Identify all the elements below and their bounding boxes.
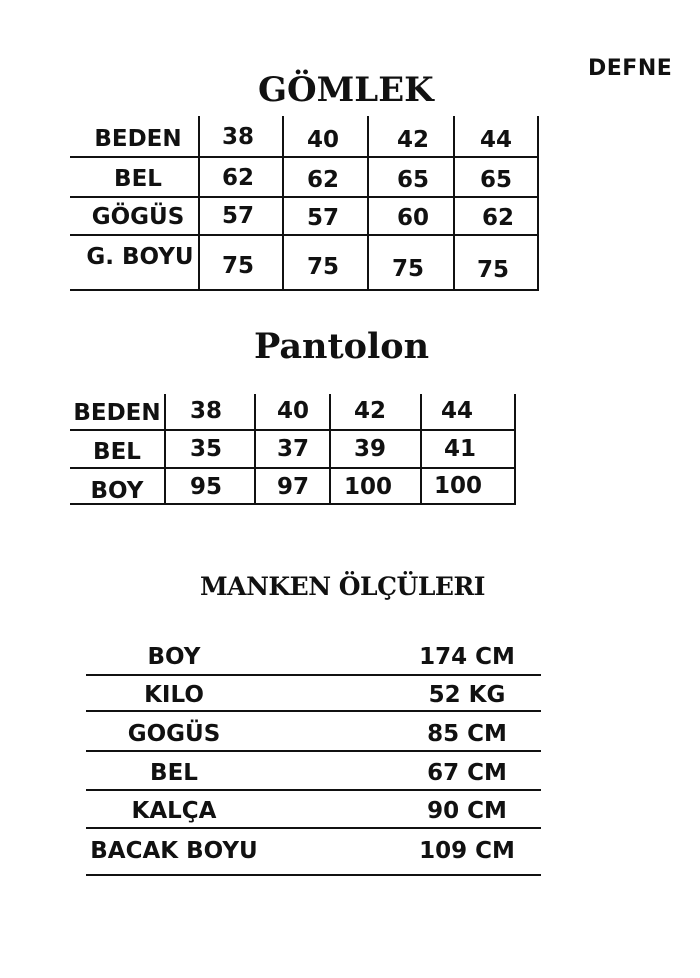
table-cell: 38 (222, 124, 255, 150)
measurement-label: KALÇA (131, 798, 217, 824)
table-divider (367, 116, 369, 291)
row-label: G. BOYU (86, 244, 194, 270)
list-rule (86, 750, 541, 752)
table-rule (70, 467, 516, 469)
table-rule (70, 289, 538, 291)
table-divider (537, 116, 539, 291)
row-label: BEL (93, 439, 141, 465)
table-divider (282, 116, 284, 291)
table-cell: 75 (477, 257, 510, 283)
table-divider (198, 116, 200, 291)
table-cell: 57 (222, 203, 255, 229)
table-cell: 57 (307, 205, 340, 231)
table-cell: 40 (277, 398, 310, 424)
table-cell: 42 (354, 398, 387, 424)
table-cell: 60 (397, 205, 430, 231)
table-cell: 40 (307, 127, 340, 153)
measurement-label: BEL (150, 760, 198, 786)
table-cell: 97 (277, 474, 310, 500)
table-cell: 37 (277, 436, 310, 462)
measurement-label: BACAK BOYU (90, 838, 258, 864)
pants-table-title: Pantolon (254, 326, 430, 367)
table-cell: 65 (397, 167, 430, 193)
list-rule (86, 827, 541, 829)
table-cell: 44 (441, 398, 474, 424)
table-cell: 35 (190, 436, 223, 462)
table-cell: 75 (392, 256, 425, 282)
table-cell: 62 (307, 167, 340, 193)
table-cell: 65 (480, 167, 513, 193)
table-cell: 62 (482, 205, 515, 231)
measurement-label: BOY (147, 644, 201, 670)
table-cell: 44 (480, 127, 513, 153)
measurement-label: GOGÜS (127, 721, 221, 747)
row-label: GÖGÜS (91, 204, 185, 230)
row-label: BOY (90, 478, 144, 504)
table-rule (70, 234, 538, 236)
table-divider (329, 394, 331, 505)
table-cell: 100 (344, 474, 393, 500)
model-measurements-title: MANKEN ÖLÇÜLERI (200, 572, 485, 601)
row-label: BEDEN (94, 126, 182, 152)
brand-name: DEFNE (588, 56, 673, 81)
table-cell: 95 (190, 474, 223, 500)
table-cell: 38 (190, 398, 223, 424)
list-rule (86, 874, 541, 876)
table-divider (164, 394, 166, 505)
table-divider (453, 116, 455, 291)
measurement-label: KILO (144, 682, 204, 708)
measurement-value: 85 CM (427, 721, 507, 747)
table-cell: 75 (307, 254, 340, 280)
measurement-value: 67 CM (427, 760, 507, 786)
table-cell: 62 (222, 165, 255, 191)
shirt-table-title: GÖMLEK (258, 70, 434, 110)
measurement-value: 174 CM (419, 644, 515, 670)
table-rule (70, 156, 538, 158)
table-cell: 39 (354, 436, 387, 462)
table-cell: 42 (397, 127, 430, 153)
table-rule (70, 429, 516, 431)
list-rule (86, 789, 541, 791)
measurement-value: 52 KG (428, 682, 506, 708)
measurement-value: 90 CM (427, 798, 507, 824)
table-cell: 100 (434, 473, 483, 499)
table-divider (514, 394, 516, 505)
table-cell: 41 (444, 436, 477, 462)
list-rule (86, 674, 541, 676)
table-cell: 75 (222, 253, 255, 279)
table-rule (70, 196, 538, 198)
list-rule (86, 710, 541, 712)
measurement-value: 109 CM (419, 838, 515, 864)
table-divider (420, 394, 422, 505)
row-label: BEDEN (73, 400, 161, 426)
table-divider (254, 394, 256, 505)
row-label: BEL (114, 166, 162, 192)
